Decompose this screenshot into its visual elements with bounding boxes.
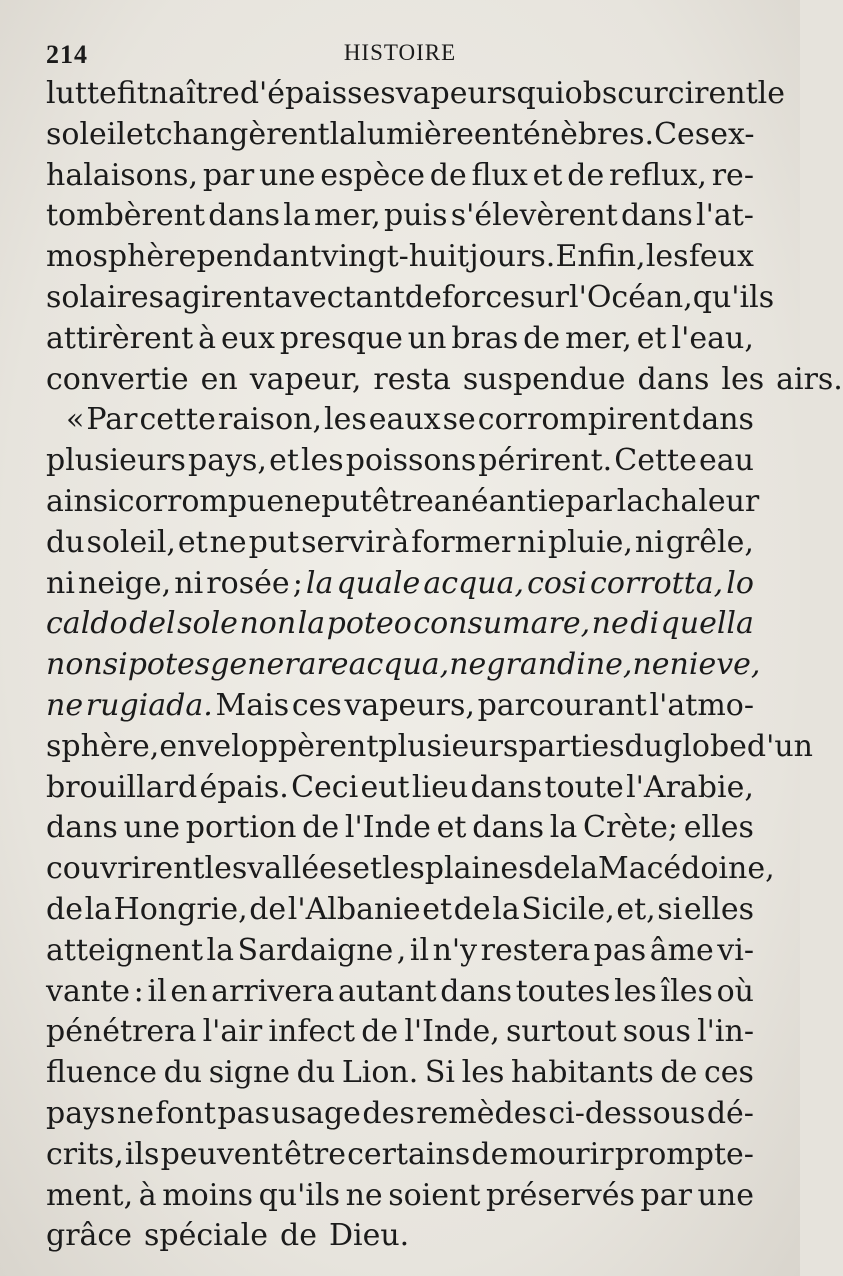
word: du [624, 728, 664, 764]
text-line [46, 482, 760, 523]
word: ces [291, 687, 342, 723]
word: âme [649, 932, 714, 968]
word: l'Inde [344, 810, 431, 846]
word: par [565, 483, 617, 519]
word: l'at- [695, 198, 754, 234]
word: ment, [46, 1177, 134, 1213]
word: une [123, 810, 180, 846]
text-line [46, 1135, 754, 1176]
word: lo [726, 565, 754, 601]
word: de [660, 1055, 698, 1091]
word: toute [544, 769, 624, 805]
body-text [46, 74, 843, 1257]
word: ne [591, 606, 629, 642]
word: anéantie [433, 483, 566, 519]
word: halaisons, [46, 157, 198, 193]
word: périrent. [478, 443, 613, 479]
word: Hongrie, [113, 891, 248, 927]
word: grêle, [665, 524, 754, 560]
text-line [46, 1176, 754, 1217]
word: les [204, 851, 248, 887]
word: potes [127, 647, 211, 683]
word: de [533, 851, 571, 887]
word: parties [518, 728, 625, 764]
word: la [305, 565, 334, 601]
word: arrivera [211, 973, 335, 1009]
word: jours. [469, 239, 556, 275]
word: si [102, 647, 128, 683]
word: solaires [46, 279, 165, 315]
text-line [46, 74, 785, 115]
word: raison, [217, 402, 322, 438]
word: les [324, 402, 367, 438]
word: airs. [776, 361, 843, 397]
word: corrompue [117, 483, 285, 519]
word: dans [440, 973, 513, 1009]
word: fluence [46, 1055, 157, 1091]
word: usage [271, 1095, 361, 1131]
word: qu'ils [692, 279, 775, 315]
word: couvrirent [46, 851, 205, 887]
word: Si [424, 1055, 456, 1091]
word: Ceci [291, 769, 359, 805]
word: eaux [368, 402, 441, 438]
word: une [259, 157, 316, 193]
text-line [46, 1012, 754, 1053]
text-line [46, 1053, 754, 1094]
word: corrompirent [477, 402, 681, 438]
word: ne [284, 483, 322, 519]
word: la [206, 932, 235, 968]
word: en [473, 116, 511, 152]
word: convertie [46, 361, 189, 397]
word: Enfin, [555, 239, 646, 275]
word: consumare, [413, 606, 591, 642]
word: Macédoine, [598, 851, 775, 887]
word: quella [660, 606, 754, 642]
word: s'élevèrent [450, 198, 618, 234]
word: elles [683, 891, 754, 927]
word: font [155, 1095, 216, 1131]
word: brouillard [46, 769, 198, 805]
word: un [407, 320, 447, 356]
word: quale [336, 565, 421, 601]
text-line [46, 564, 754, 605]
word: ne [632, 647, 670, 683]
word: ni [634, 524, 664, 560]
word: ne [449, 647, 487, 683]
word: l'eau, [671, 320, 754, 356]
word: eut [360, 769, 410, 805]
word: lieu [411, 769, 469, 805]
word: il [147, 973, 167, 1009]
word: dans [682, 402, 754, 438]
word: se [442, 402, 476, 438]
word: ces [703, 1055, 754, 1091]
word: de [302, 810, 340, 846]
word: la [616, 483, 645, 519]
word: vapeur, [249, 361, 362, 397]
word: d'épaisses [239, 76, 396, 111]
word: bras [451, 320, 519, 356]
word: épais. [199, 769, 289, 805]
word: ne [345, 1177, 383, 1213]
word: à [138, 1177, 157, 1213]
word: atteignent [46, 932, 204, 968]
word: lumière [357, 116, 474, 152]
word: en [170, 973, 208, 1009]
word: où [716, 973, 754, 1009]
word: ni [174, 565, 204, 601]
word: presque [279, 320, 403, 356]
word: ex- [710, 116, 755, 152]
word: la [570, 851, 598, 887]
word: Cette [614, 443, 697, 479]
word: du [163, 1055, 203, 1091]
word: force [441, 279, 520, 315]
word: être [284, 1136, 346, 1172]
word: globe [663, 728, 747, 764]
word: Sicile, [521, 891, 615, 927]
word: del [129, 606, 176, 642]
word: Lion. [341, 1055, 419, 1091]
word: enveloppèrent [159, 728, 379, 764]
word: non [239, 606, 297, 642]
word: dans [620, 198, 693, 234]
word: mer, [565, 320, 632, 356]
word: la [84, 891, 113, 927]
word: îles [660, 973, 713, 1009]
word: eux [220, 320, 275, 356]
word: Ces [654, 116, 711, 152]
word: les [382, 851, 425, 887]
word: Mais [215, 687, 290, 723]
word: cosi [527, 565, 587, 601]
word: mourir [509, 1136, 614, 1172]
word: et [436, 810, 467, 846]
word: et [422, 891, 453, 927]
word: tant [343, 279, 405, 315]
word: pluie, [547, 524, 633, 560]
word: poissons [345, 443, 477, 479]
word: poteo [326, 606, 412, 642]
word: vapeurs [395, 76, 517, 111]
word: caldo [46, 606, 128, 642]
word: ci-dessous [548, 1095, 706, 1131]
text-line [46, 400, 754, 441]
word: plusieurs [378, 728, 519, 764]
page-number: 214 [46, 40, 88, 69]
word: vallées [247, 851, 353, 887]
word: une [697, 1177, 754, 1213]
word: l'Inde, [404, 1014, 500, 1050]
word: l'Arabie, [626, 769, 754, 805]
word: neige, [78, 565, 172, 601]
word: d'un [746, 728, 813, 764]
word: sur [519, 279, 569, 315]
word: si [657, 891, 683, 927]
word: dé- [706, 1095, 754, 1131]
word: pénétrera [46, 1014, 197, 1050]
text-line [46, 727, 813, 768]
word: ne [46, 687, 84, 723]
word: dans [472, 810, 545, 846]
word: du [296, 1055, 336, 1091]
word: de [471, 1136, 509, 1172]
word: être [371, 483, 434, 519]
word: dans [470, 769, 543, 805]
word: Crète; [583, 810, 679, 846]
word: infect [268, 1014, 356, 1050]
word: obscurcirent [564, 76, 758, 111]
word: parcourant [477, 687, 647, 723]
word: de [249, 891, 287, 927]
text-line [46, 686, 754, 727]
text-line [46, 360, 843, 401]
word: sole [177, 606, 238, 642]
word: les [300, 443, 344, 479]
word: rosée [206, 565, 290, 601]
word: mer, [314, 198, 381, 234]
word: ainsi [46, 483, 118, 519]
word: pays [46, 1095, 116, 1131]
word: la [492, 891, 520, 927]
word: eau [698, 443, 754, 479]
word: ils [124, 1136, 160, 1172]
word: dans [46, 810, 118, 846]
word: vapeurs, [344, 687, 475, 723]
word: crits, [46, 1136, 124, 1172]
word: toutes [515, 973, 611, 1009]
word: qu'ils [258, 1177, 340, 1213]
word: l'Océan, [569, 279, 693, 315]
word: et [126, 116, 156, 152]
word: de [361, 1014, 399, 1050]
word: grandine, [486, 647, 633, 683]
word: de [46, 891, 83, 927]
word: habitants [511, 1055, 654, 1091]
word: de [404, 279, 442, 315]
word: et [636, 320, 667, 356]
running-head: HISTOIRE [343, 40, 457, 65]
word: de [279, 1218, 317, 1254]
word: et [352, 851, 383, 887]
word: par [202, 157, 255, 193]
word: put [321, 483, 372, 519]
word: lutte [46, 76, 117, 111]
word: vi- [717, 932, 754, 968]
word: de [429, 157, 467, 193]
word: la [297, 606, 326, 642]
word: dans [208, 198, 281, 234]
word: du [46, 524, 85, 560]
word: soleil [46, 116, 126, 152]
word: corrotta, [590, 565, 724, 601]
word: ni [517, 524, 547, 560]
word: dans [637, 361, 710, 397]
word: en [200, 361, 238, 397]
word: de [523, 320, 561, 356]
word: feux [688, 239, 754, 275]
word: ni [46, 565, 75, 601]
word: et, [616, 891, 656, 927]
word: changèrent [155, 116, 330, 152]
word: spéciale [144, 1218, 268, 1254]
word: les [614, 973, 657, 1009]
text-line [46, 808, 754, 849]
word: cette [139, 402, 216, 438]
word: Par [86, 402, 138, 438]
word: soleil, [86, 524, 176, 560]
word: suspendue [462, 361, 626, 397]
word: nieve, [669, 647, 761, 683]
word: portion [185, 810, 297, 846]
word: plusieurs [46, 443, 186, 479]
word: servir [301, 524, 390, 560]
word: pendant [196, 239, 322, 275]
text-line [46, 319, 754, 360]
word: ne [116, 1095, 154, 1131]
word: naître [148, 76, 240, 111]
page-header [0, 40, 800, 76]
word: surtout [506, 1014, 617, 1050]
word: peuvent [160, 1136, 283, 1172]
word: rugiada. [85, 687, 213, 723]
word: autant [337, 973, 437, 1009]
text-line [46, 972, 754, 1013]
text-line [46, 890, 754, 931]
word: non [46, 647, 103, 683]
word: agirent [164, 279, 275, 315]
word: signe [208, 1055, 291, 1091]
word: former [411, 524, 516, 560]
word: et [269, 443, 299, 479]
text-line [46, 196, 754, 237]
word: les [721, 361, 765, 397]
word: elles [683, 810, 754, 846]
word: ne [209, 524, 247, 560]
word: « [66, 402, 85, 438]
word: tombèrent [46, 198, 205, 234]
word: pas [217, 1095, 270, 1131]
word: l'atmo- [649, 687, 754, 723]
word: la [329, 116, 358, 152]
word: n'y [432, 932, 478, 968]
text-line [46, 278, 775, 319]
word: sphère, [46, 728, 160, 764]
word: l'Albanie [287, 891, 421, 927]
word: , [396, 932, 407, 968]
word: acqua, [423, 565, 524, 601]
word: attirèrent [46, 320, 194, 356]
word: moins [162, 1177, 254, 1213]
word: : [133, 973, 144, 1009]
word: Dieu. [328, 1218, 410, 1254]
word: vingt-huit [321, 239, 470, 275]
word: remèdes [416, 1095, 547, 1131]
word: puis [384, 198, 448, 234]
text-line [46, 115, 754, 156]
word: generare [210, 647, 349, 683]
word: plaines [424, 851, 534, 887]
word: qui [516, 76, 565, 111]
text-line [46, 604, 754, 645]
word: les [645, 239, 689, 275]
word: la [283, 198, 311, 234]
word: grâce [46, 1218, 132, 1254]
text-line [46, 849, 775, 890]
word: ; [292, 565, 303, 601]
word: put [248, 524, 300, 560]
word: re- [711, 157, 754, 193]
text-line [46, 441, 754, 482]
text-line [46, 237, 754, 278]
word: et [532, 157, 563, 193]
word: prompte- [614, 1136, 754, 1172]
word: par [640, 1177, 692, 1213]
word: des [362, 1095, 415, 1131]
word: l'in- [697, 1014, 754, 1050]
word: à [198, 320, 216, 356]
text-line [46, 1094, 754, 1135]
word: il [409, 932, 430, 968]
word: reflux, [609, 157, 707, 193]
text-line [46, 1216, 754, 1257]
text-line [46, 523, 754, 564]
word: certains [347, 1136, 471, 1172]
text-line [46, 768, 754, 809]
word: sous [622, 1014, 691, 1050]
word: de [453, 891, 491, 927]
word: di [630, 606, 660, 642]
word: l'air [202, 1014, 263, 1050]
word: les [461, 1055, 505, 1091]
word: chaleur [644, 483, 760, 519]
word: avec [274, 279, 344, 315]
word: resta [373, 361, 451, 397]
text-line [46, 645, 761, 686]
word: restera [480, 932, 591, 968]
word: pays, [188, 443, 267, 479]
word: de [567, 157, 605, 193]
word: le [757, 76, 785, 111]
word: ténèbres. [510, 116, 655, 152]
text-line [46, 931, 754, 972]
word: fit [116, 76, 149, 111]
word: vante [46, 973, 130, 1009]
word: la [549, 810, 578, 846]
word: flux [471, 157, 528, 193]
word: acqua, [348, 647, 450, 683]
word: mosphère [46, 239, 197, 275]
word: Sardaigne [237, 932, 394, 968]
word: à [391, 524, 410, 560]
text-line [46, 156, 754, 197]
word: préservés [486, 1177, 635, 1213]
word: soient [388, 1177, 481, 1213]
word: et [177, 524, 208, 560]
word: pas [593, 932, 647, 968]
word: espèce [320, 157, 425, 193]
